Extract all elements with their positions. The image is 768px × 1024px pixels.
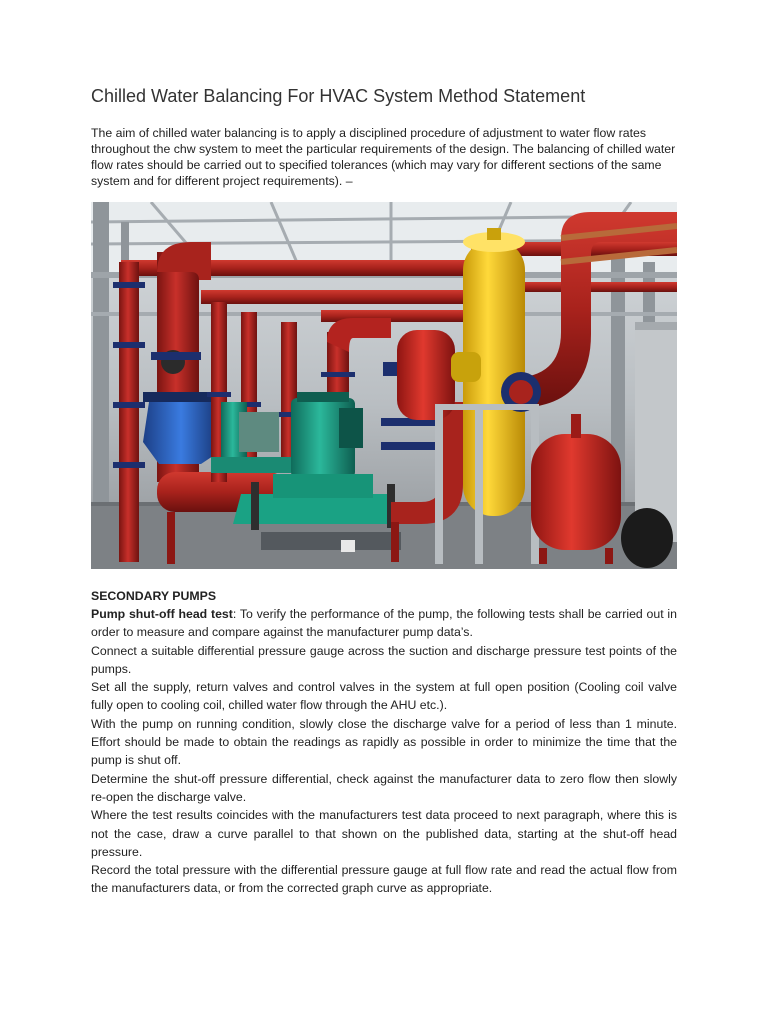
intro-paragraph: The aim of chilled water balancing is to apply a disciplined procedure of adjustment to water flow rates throughout the chw system to meet the particular requirements of the design. The balancing of chilled water flow rates should be carried out to specified tolerances (which may vary for different sections of the same system and for different project requirements). – (91, 126, 676, 188)
paragraph-test-results: Where the test results coincides with the manufacturers test data proceed to next paragraph, where this is not the case, draw a curve parallel to that shown on the published data, starting at the shut-off head pressure. (91, 808, 677, 859)
paragraph-close-discharge: With the pump on running condition, slowly close the discharge valve for a period of less than 1 minute. Effort should be made to obtain the readings as rapidly as possible in order to minimize the time that the pump is shut off. (91, 716, 677, 768)
section-heading: SECONDARY PUMPS (91, 589, 217, 603)
paragraph-set-valves: Set all the supply, return valves and control valves in the system at full open position (Cooling coil valve fully open to cooling coil, chilled water flow through the AHU etc.). (91, 680, 677, 713)
document-page (91, 84, 677, 898)
paragraph-record-pressure: Record the total pressure with the differential pressure gauge at full flow rate and read the actual flow from the manufacturers data, or from the corrected graph curve as appropriate. (91, 863, 677, 896)
paragraph-pump-test (91, 605, 677, 642)
document-title: Chilled Water Balancing For HVAC System Method Statement (91, 86, 586, 106)
pump-room-photo (91, 202, 677, 569)
paragraph-text: : To verify the performance of the pump, the following tests shall be carried out in order to measure and compare against the manufacturer pump data’s. (91, 607, 677, 640)
paragraph-connect-gauge: Connect a suitable differential pressure gauge across the suction and discharge pressure test points of the pumps. (91, 643, 677, 676)
paragraph-lead: Pump shut-off head test (91, 607, 233, 621)
paragraph-shutoff-differential: Determine the shut-off pressure differential, check against the manufacturer data to zero flow then slowly re-open the discharge valve. (91, 771, 677, 804)
